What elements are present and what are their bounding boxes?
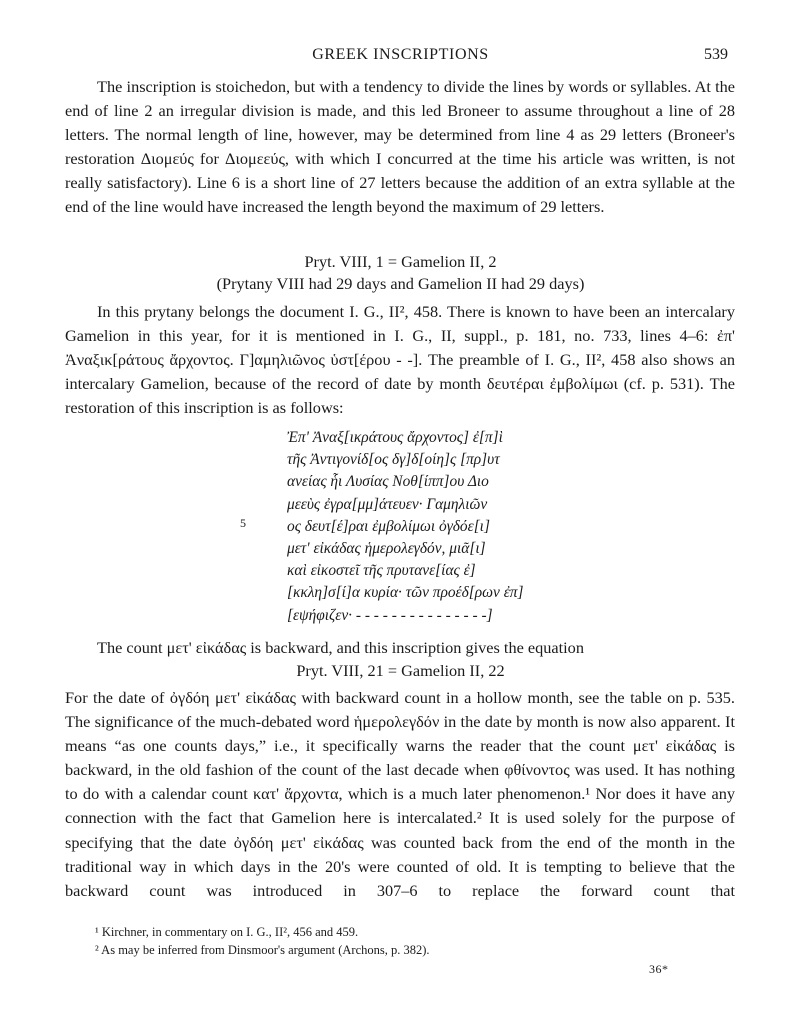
inscription-line: καὶ εἰκοστεῖ τῆς πρυτανε[ίας ἐ] (287, 562, 476, 580)
inscription-line: ος δευτ[έ]ραι ἐμβολίμωι ὀγδόε[ι] (287, 517, 490, 535)
paragraph-intercalary-gamelion: In this prytany belongs the document I. G., II², 458. There is known to have been an intercalary Gamelion in this year, for it is mentioned in I. G., II, suppl., p. 181, no. 733, lines 4–6: ἐπ' Ἀναξικ[ράτους ἄρχοντος. Γ]αμηλιῶνος ὑστ[έρου - -]. The preamble of I. G., II², 458 also shows an intercalary Gamelion, because of the record of date by month δευτέραι ἐμβολίμωι (cf. p. 531). The restoration of this inscription is as follows: (65, 302, 735, 418)
paragraph-hemerolegdon: For the date of ὀγδόη μετ' εἰκάδας with backward count in a hollow month, see the table on p. 535. The significance of the much-debated word ἡμερολεγδόν in the date by month is now also apparent. It means “as one counts days,” i.e., it specifically warns the reader that the count μετ' εἰκάδας is backward, in the old fashion of the count of the last decade when φθίνοντος was used. It has nothing to do with a calendar count κατ' ἄρχοντα, which is a much later phenomenon.¹ Nor does it have any connection with the fact that Gamelion here is intercalated.² It is used solely for the purpose of specifying that the date ὀγδόη μετ' εἰκάδας was counted back from the end of the month in the traditional way in which days in the 20's were counted of old. It is tempting to believe that the backward count was introduced in 307–6 to replace the forward count that (65, 688, 735, 900)
running-title: GREEK INSCRIPTIONS (312, 46, 489, 63)
inscription-line: [εψήφιζεν· - - - - - - - - - - - - - - -] (287, 606, 493, 624)
inscription-line: ανείας ἧι Λυσίας Νοθ[ίππ]ου Διο (287, 473, 489, 491)
section-heading-pryt-viii-1: Pryt. VIII, 1 = Gamelion II, 2 (304, 252, 497, 271)
inscription-text (287, 427, 523, 627)
inscription-line-number: 5 (240, 516, 246, 530)
paragraph-count-backward: The count μετ' εἰκάδας is backward, and this inscription gives the equation (97, 638, 584, 657)
section-heading-pryt-viii-21: Pryt. VIII, 21 = Gamelion II, 22 (296, 661, 505, 680)
inscription-line: μεεὺς ἐγρα[μμ]άτευεν· Γαμηλιῶν (287, 495, 488, 513)
inscription-line: [κκλη]σ[ί]α κυρία· τῶν προέδ[ρων ἐπ] (287, 584, 524, 602)
footnotes (95, 924, 430, 959)
paragraph-stoichedon: The inscription is stoichedon, but with a tendency to divide the lines by words or syllables. At the end of line 2 an irregular division is made, and this led Broneer to assume throughout a line of 28 letters. The normal length of line, however, may be determined from line 4 as 29 letters (Broneer's restoration Διομεύς for Διομεεύς, with which I concurred at the time his article was written, is not really satisfactory). Line 6 is a short line of 27 letters because the addition of an extra syllable at the end of the line would have increased the length beyond the maximum of 29 letters. (65, 77, 735, 217)
printer-signature: 36* (649, 962, 669, 976)
inscription-line: Ἐπ' Ἀναξ[ικράτους ἄρχοντος] ἐ[π]ὶ (287, 429, 503, 446)
footnote-2: ² As may be inferred from Dinsmoor's argument (Archons, p. 382). (95, 942, 430, 957)
footnote-1: ¹ Kirchner, in commentary on I. G., II², 456 and 459. (95, 925, 359, 939)
inscription-line: μετ' εἰκάδας ἡμερολεγδόν, μιᾶ[ι] (287, 539, 486, 557)
inscription-line: τῆς Ἀντιγονίδ[ος δγ]δ[οίη]ς [πρ]υτ (287, 451, 500, 469)
page-number: 539 (704, 46, 728, 63)
page-header (0, 44, 801, 68)
section-subheading-prytany-days: (Prytany VIII had 29 days and Gamelion II had 29 days) (216, 274, 585, 293)
